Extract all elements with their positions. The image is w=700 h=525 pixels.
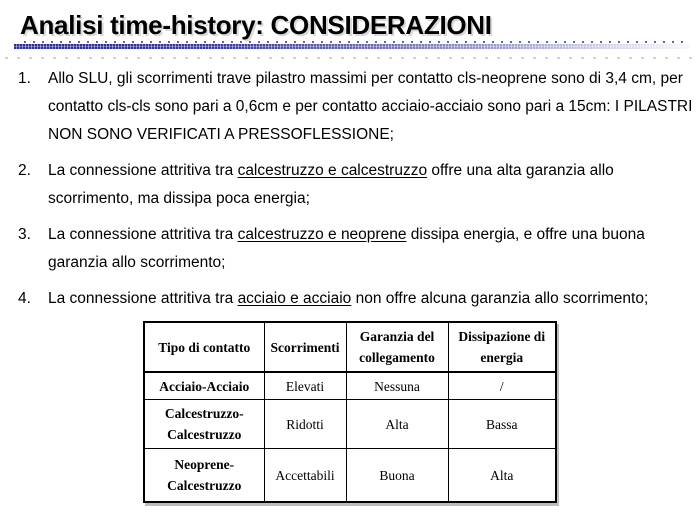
list-item-text: [48, 285, 693, 313]
list-item-number: 2.: [18, 162, 31, 179]
table-rowheader-cell: Calcestruzzo-Calcestruzzo: [144, 400, 264, 449]
list-item-number: 4.: [18, 290, 31, 307]
list-item: [18, 65, 700, 149]
list-item: [18, 157, 700, 213]
list-item-number: 1.: [18, 70, 31, 87]
table-row: [144, 449, 556, 503]
table-cell: /: [448, 372, 556, 400]
text-run: La connessione attritiva tra: [48, 290, 238, 307]
slide-title: Analisi time-history: CONSIDERAZIONI: [20, 10, 492, 40]
table-row: [144, 322, 556, 372]
table-cell: Bassa: [448, 400, 556, 449]
text-run: La connessione attritiva tra: [48, 162, 238, 179]
table-rowheader-cell: Neoprene-Calcestruzzo: [144, 449, 264, 503]
table-cell: Ridotti: [264, 400, 346, 449]
table-body: [144, 372, 556, 502]
table-cell: Accettabili: [264, 449, 346, 503]
text-run: offre una alta garanzia allo scorrimento, ma dissipa poca energia;: [48, 162, 614, 207]
text-run: Allo SLU, gli scorrimenti trave pilastro massimi per contatto cls-neoprene sono di 3,4 cm, per contatto cls-cls sono pari a 0,6cm e per contatto acciaio-acciaio sono pari a 15cm: I PILASTRI NON SONO VERIFICATI A PRESSOFLESSIONE;: [48, 70, 693, 143]
underlined-phrase: calcestruzzo e neoprene: [237, 226, 407, 243]
table-cell: Buona: [346, 449, 448, 503]
list-item-number: 3.: [18, 226, 31, 243]
table-row: [144, 372, 556, 400]
underlined-phrase: calcestruzzo e calcestruzzo: [237, 162, 428, 179]
table-cell: Alta: [346, 400, 448, 449]
list-item: [18, 285, 700, 313]
table-header-cell: Scorrimenti: [264, 322, 346, 372]
table-cell: Alta: [448, 449, 556, 503]
table-header-row: [144, 322, 556, 372]
text-run: non offre alcuna garanzia allo scorrimento;: [351, 290, 649, 307]
list-item-text: [48, 65, 693, 149]
title-accent-rule: [14, 44, 690, 49]
table-cell: Elevati: [264, 372, 346, 400]
list-item-text: [48, 157, 693, 213]
table-cell: Nessuna: [346, 372, 448, 400]
list-item-text: [48, 221, 693, 277]
table-header-cell: Garanzia del collegamento: [346, 322, 448, 372]
table-rowheader-cell: Acciaio-Acciaio: [144, 372, 264, 400]
faint-dotted-divider: [5, 57, 693, 59]
text-run: dissipa energia, e offre una buona garanzia allo scorrimento;: [48, 226, 645, 271]
table-header-cell: Tipo di contatto: [144, 322, 264, 372]
table-header-cell: Dissipazione di energia: [448, 322, 556, 372]
list-item: [18, 221, 700, 277]
text-run: La connessione attritiva tra: [48, 226, 238, 243]
contact-comparison-table: [143, 321, 557, 503]
underlined-phrase: acciaio e acciaio: [237, 290, 352, 307]
considerations-list: [18, 65, 700, 313]
table-row: [144, 400, 556, 449]
